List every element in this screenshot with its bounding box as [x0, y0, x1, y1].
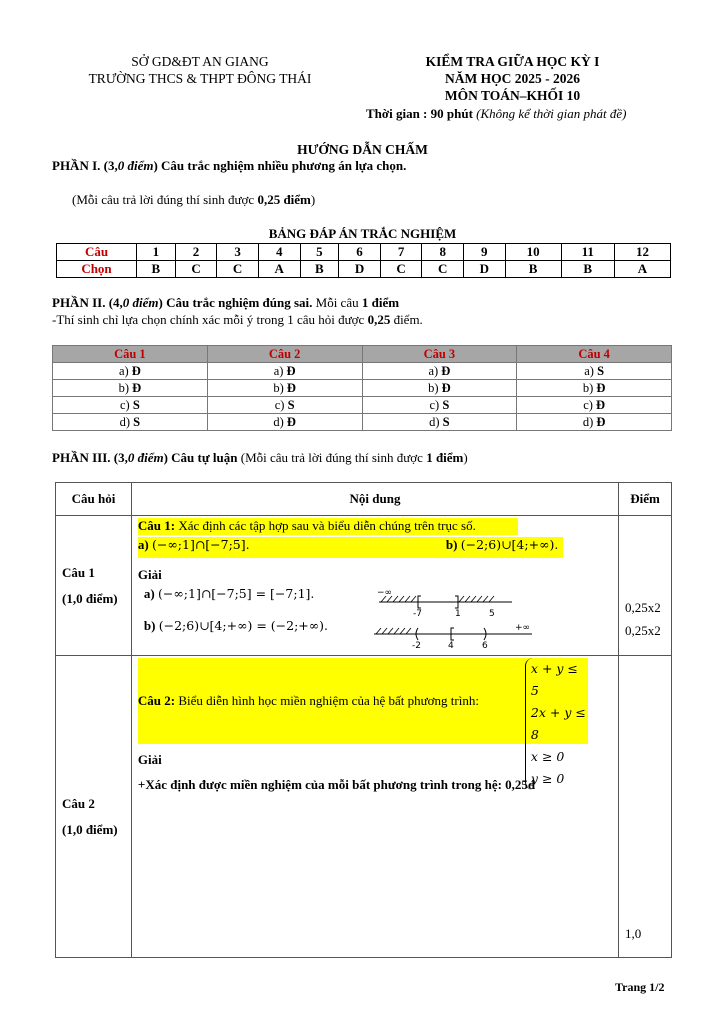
tf-value: Đ: [596, 414, 606, 429]
tf-item: a): [273, 363, 287, 378]
tf-value: S: [442, 397, 450, 412]
system-line: 2x + y ≤ 8: [530, 705, 586, 742]
mc-question-number: 4: [258, 244, 300, 261]
mc-question-number: 9: [464, 244, 506, 261]
q1-prompt-text: Xác định các tập hợp sau và biểu diễn chúng trên trục số.: [175, 518, 476, 533]
tf-item: b): [582, 380, 597, 395]
essay-q2-row: [56, 656, 672, 958]
mc-answer: D: [464, 261, 506, 278]
tf-cell: [207, 414, 362, 431]
tf-value: S: [597, 363, 605, 378]
tf-item: a): [584, 363, 598, 378]
q1-prompt: [138, 518, 518, 535]
q1-label-cell: [56, 516, 132, 656]
axis-b-tick: 6: [481, 641, 488, 650]
tf-row: [53, 363, 672, 380]
system-line: x ≥ 0: [530, 749, 565, 764]
school-name: TRƯỜNG THCS & THPT ĐÔNG THÁI: [88, 71, 312, 86]
mc-question-number: 6: [339, 244, 381, 261]
axis-b-right-label: +∞: [514, 623, 530, 633]
q2-label: Câu 2: [62, 795, 95, 811]
tf-item: b): [273, 380, 287, 395]
q2-system: [525, 658, 588, 790]
tf-item: d): [429, 414, 443, 429]
tf-col-header: Câu 3: [362, 346, 517, 363]
mc-question-number: 7: [380, 244, 422, 261]
essay-header-row: [56, 483, 672, 516]
number-line-b: [372, 618, 547, 650]
axis-a-tick: 5: [488, 609, 495, 616]
part1-heading: [52, 158, 406, 174]
axis-a-left-label: −∞: [376, 588, 392, 598]
q1-part-b-label: b): [445, 537, 458, 552]
q1-score-cell: [619, 516, 672, 656]
mc-answer-table: [56, 243, 671, 278]
tf-cell: [53, 380, 208, 397]
tf-item: d): [119, 414, 134, 429]
q1-sol-b-label: b): [143, 618, 156, 633]
answer-table-title: BẢNG ĐÁP ÁN TRẮC NGHIỆM: [268, 226, 457, 241]
tf-cell: [517, 363, 672, 380]
tf-cell: [362, 414, 517, 431]
part3-heading-b: 0 điểm: [127, 450, 164, 465]
mc-question-number: 12: [614, 244, 670, 261]
q2-prompt: [138, 693, 479, 709]
part2-note-b: 0,25: [367, 312, 391, 327]
part3-heading-d: (Mỗi câu trả lời đúng thí sinh được: [237, 450, 427, 465]
q2-prompt-bold: Câu 2:: [137, 693, 176, 708]
tf-item: d): [273, 414, 287, 429]
tf-item: c): [274, 397, 288, 412]
tf-col-header: Câu 4: [517, 346, 672, 363]
mc-question-number: 10: [505, 244, 561, 261]
tf-value: S: [133, 414, 141, 429]
tf-value: Đ: [286, 363, 296, 378]
mc-question-number: 1: [137, 244, 176, 261]
q1-part-b: [446, 537, 558, 553]
q1-sol-a-label: a): [143, 586, 155, 601]
tf-item: d): [582, 414, 597, 429]
tf-col-header: Câu 2: [207, 346, 362, 363]
tf-cell: [517, 397, 672, 414]
essay-q1-row: [56, 516, 672, 656]
axis-b-tick: -2: [411, 641, 421, 650]
tf-value: Đ: [441, 363, 451, 378]
system-line: x + y ≤ 5: [530, 661, 578, 698]
mc-question-number: 11: [561, 244, 614, 261]
tf-value: S: [132, 397, 140, 412]
part2-note: [52, 312, 423, 328]
tf-cell: [362, 380, 517, 397]
hatch-right: [459, 596, 494, 602]
q1-sol-a-expr: (−∞;1]∩[−7;5] = [−7;1].: [158, 586, 315, 601]
system-brace: [525, 658, 588, 790]
q1-sol-b-expr: (−2;6)∪[4;+∞) = (−2;+∞).: [158, 618, 329, 633]
axis-a-tick: -7: [412, 609, 422, 616]
tf-value: Đ: [286, 414, 296, 429]
tf-item: b): [428, 380, 442, 395]
part2-heading-e: 1 điểm: [361, 295, 400, 310]
mc-answer: C: [217, 261, 259, 278]
q1-points: (1,0 điểm): [62, 590, 118, 606]
tf-value: Đ: [132, 380, 142, 395]
tf-cell: [517, 414, 672, 431]
part3-heading-c: ) Câu tự luận: [163, 450, 238, 465]
part3-heading-a: PHẦN III. (3,: [52, 450, 128, 465]
tf-cell: [53, 414, 208, 431]
mc-row-label-question: Câu: [57, 244, 137, 261]
q1-content-cell: [131, 516, 618, 656]
part3-heading-e: 1 điểm: [426, 450, 464, 465]
mc-answer-row: [57, 261, 671, 278]
tf-cell: [53, 397, 208, 414]
tf-cell: [207, 397, 362, 414]
part1-note-a: (Mỗi câu trả lời đúng thí sinh được: [72, 192, 258, 207]
mc-answer: A: [258, 261, 300, 278]
q2-score: 1,0: [625, 926, 642, 941]
part1-heading-a: PHẦN I. (3,: [52, 158, 118, 173]
col-content-header: Nội dung: [131, 483, 618, 516]
school-header: [50, 53, 350, 87]
q1-prompt-bold: Câu 1:: [137, 518, 176, 533]
part1-note-b: 0,25 điểm: [257, 192, 311, 207]
tf-row: [53, 397, 672, 414]
tf-cell: [207, 363, 362, 380]
mc-answer: D: [339, 261, 381, 278]
school-year: NĂM HỌC 2025 - 2026: [445, 71, 580, 86]
tf-item: c): [429, 397, 443, 412]
tf-row: [53, 380, 672, 397]
part2-heading-a: PHẦN II. (4,: [52, 295, 123, 310]
q2-step1: +Xác định được miền nghiệm của mỗi bất phương trình trong hệ: 0,25đ: [137, 777, 536, 792]
part2-note-c: điểm.: [390, 312, 423, 327]
mc-question-number: 8: [422, 244, 464, 261]
number-line-a: [377, 586, 517, 616]
true-false-table: [52, 345, 672, 431]
tf-item: a): [118, 363, 132, 378]
tf-item: a): [428, 363, 442, 378]
subject: MÔN TOÁN–KHỐI 10: [444, 88, 581, 103]
tf-cell: [53, 363, 208, 380]
mc-question-number: 2: [175, 244, 217, 261]
mc-answer: C: [175, 261, 217, 278]
mc-answer: B: [505, 261, 561, 278]
time-line: [366, 106, 626, 122]
tf-value: Đ: [441, 380, 451, 395]
part1-note-c: ): [310, 192, 316, 207]
q1-part-a-expr: (−∞;1]∩[−7;5].: [152, 537, 250, 552]
mc-question-number: 5: [300, 244, 339, 261]
essay-table: [55, 482, 672, 958]
tf-cell: [517, 380, 672, 397]
tf-row: [53, 414, 672, 431]
tf-value: S: [442, 414, 450, 429]
tf-value: Đ: [286, 380, 296, 395]
exam-header: [380, 53, 645, 104]
tf-value: Đ: [596, 397, 606, 412]
mc-answer: A: [614, 261, 670, 278]
q1-part-a-label: a): [137, 537, 149, 552]
tf-value: S: [287, 397, 295, 412]
tf-cell: [362, 397, 517, 414]
time-note: (Không kể thời gian phát đề): [476, 106, 627, 121]
tf-item: c): [583, 397, 597, 412]
mc-answer: C: [422, 261, 464, 278]
mc-question-number: 3: [217, 244, 259, 261]
tf-cell: [207, 380, 362, 397]
part2-note-a: -Thí sinh chỉ lựa chọn chính xác mỗi ý trong 1 câu hỏi được: [52, 312, 368, 327]
axis-a-tick: 1: [454, 609, 461, 616]
part2-heading-c: ) Câu trắc nghiệm đúng sai.: [158, 295, 313, 310]
page-title: HƯỚNG DẪN CHẤM: [297, 142, 428, 157]
q2-points: (1,0 điểm): [62, 821, 118, 837]
q1-solution-label: Giải: [137, 567, 162, 582]
q1-part-b-expr: (−2;6)∪[4;+∞).: [460, 537, 559, 552]
part2-heading-b: 0 điểm: [122, 295, 159, 310]
part2-heading: [52, 295, 399, 311]
part1-heading-c: ) Câu trắc nghiệm nhiều phương án lựa chọn.: [153, 158, 407, 173]
q1-solution-a: [144, 586, 314, 602]
q2-prompt-text: Biểu diễn hình học miền nghiệm của hệ bất phương trình:: [175, 693, 479, 708]
q2-solution-label: Giải: [137, 752, 162, 767]
q1-score-a: 0,25x2: [625, 600, 661, 615]
mc-answer: B: [137, 261, 176, 278]
department-name: SỞ GD&ĐT AN GIANG: [131, 54, 269, 69]
col-score-header: Điểm: [619, 483, 672, 516]
hatch-left: [376, 628, 411, 634]
tf-cell: [362, 363, 517, 380]
tf-value: Đ: [131, 363, 141, 378]
part1-heading-b: 0 điểm: [117, 158, 154, 173]
q1-solution-b: [144, 618, 328, 634]
q1-label: Câu 1: [62, 564, 95, 580]
tf-header-row: [53, 346, 672, 363]
tf-col-header: Câu 1: [53, 346, 208, 363]
axis-b-tick: 4: [447, 641, 454, 650]
time-label: Thời gian : 90 phút: [366, 106, 473, 121]
q2-label-cell: [56, 656, 132, 958]
q1-parts: [138, 537, 563, 558]
mc-answer: C: [380, 261, 422, 278]
q2-content-cell: [131, 656, 618, 958]
part1-note: [72, 192, 315, 208]
system-line: y ≥ 0: [530, 771, 565, 786]
page-number: Trang 1/2: [615, 980, 665, 994]
q2-score-cell: [619, 656, 672, 958]
tf-item: c): [119, 397, 133, 412]
mc-question-row: [57, 244, 671, 261]
mc-row-label-answer: Chọn: [57, 261, 137, 278]
part2-heading-d: Mỗi câu: [312, 295, 362, 310]
part3-heading: [52, 450, 468, 466]
mc-answer: B: [561, 261, 614, 278]
mc-answer: B: [300, 261, 339, 278]
exam-title: KIỂM TRA GIỮA HỌC KỲ I: [425, 54, 600, 69]
part3-heading-f: ): [463, 450, 468, 465]
q1-score-b: 0,25x2: [625, 623, 661, 638]
col-question-header: Câu hỏi: [56, 483, 132, 516]
tf-value: Đ: [596, 380, 606, 395]
tf-item: b): [118, 380, 133, 395]
